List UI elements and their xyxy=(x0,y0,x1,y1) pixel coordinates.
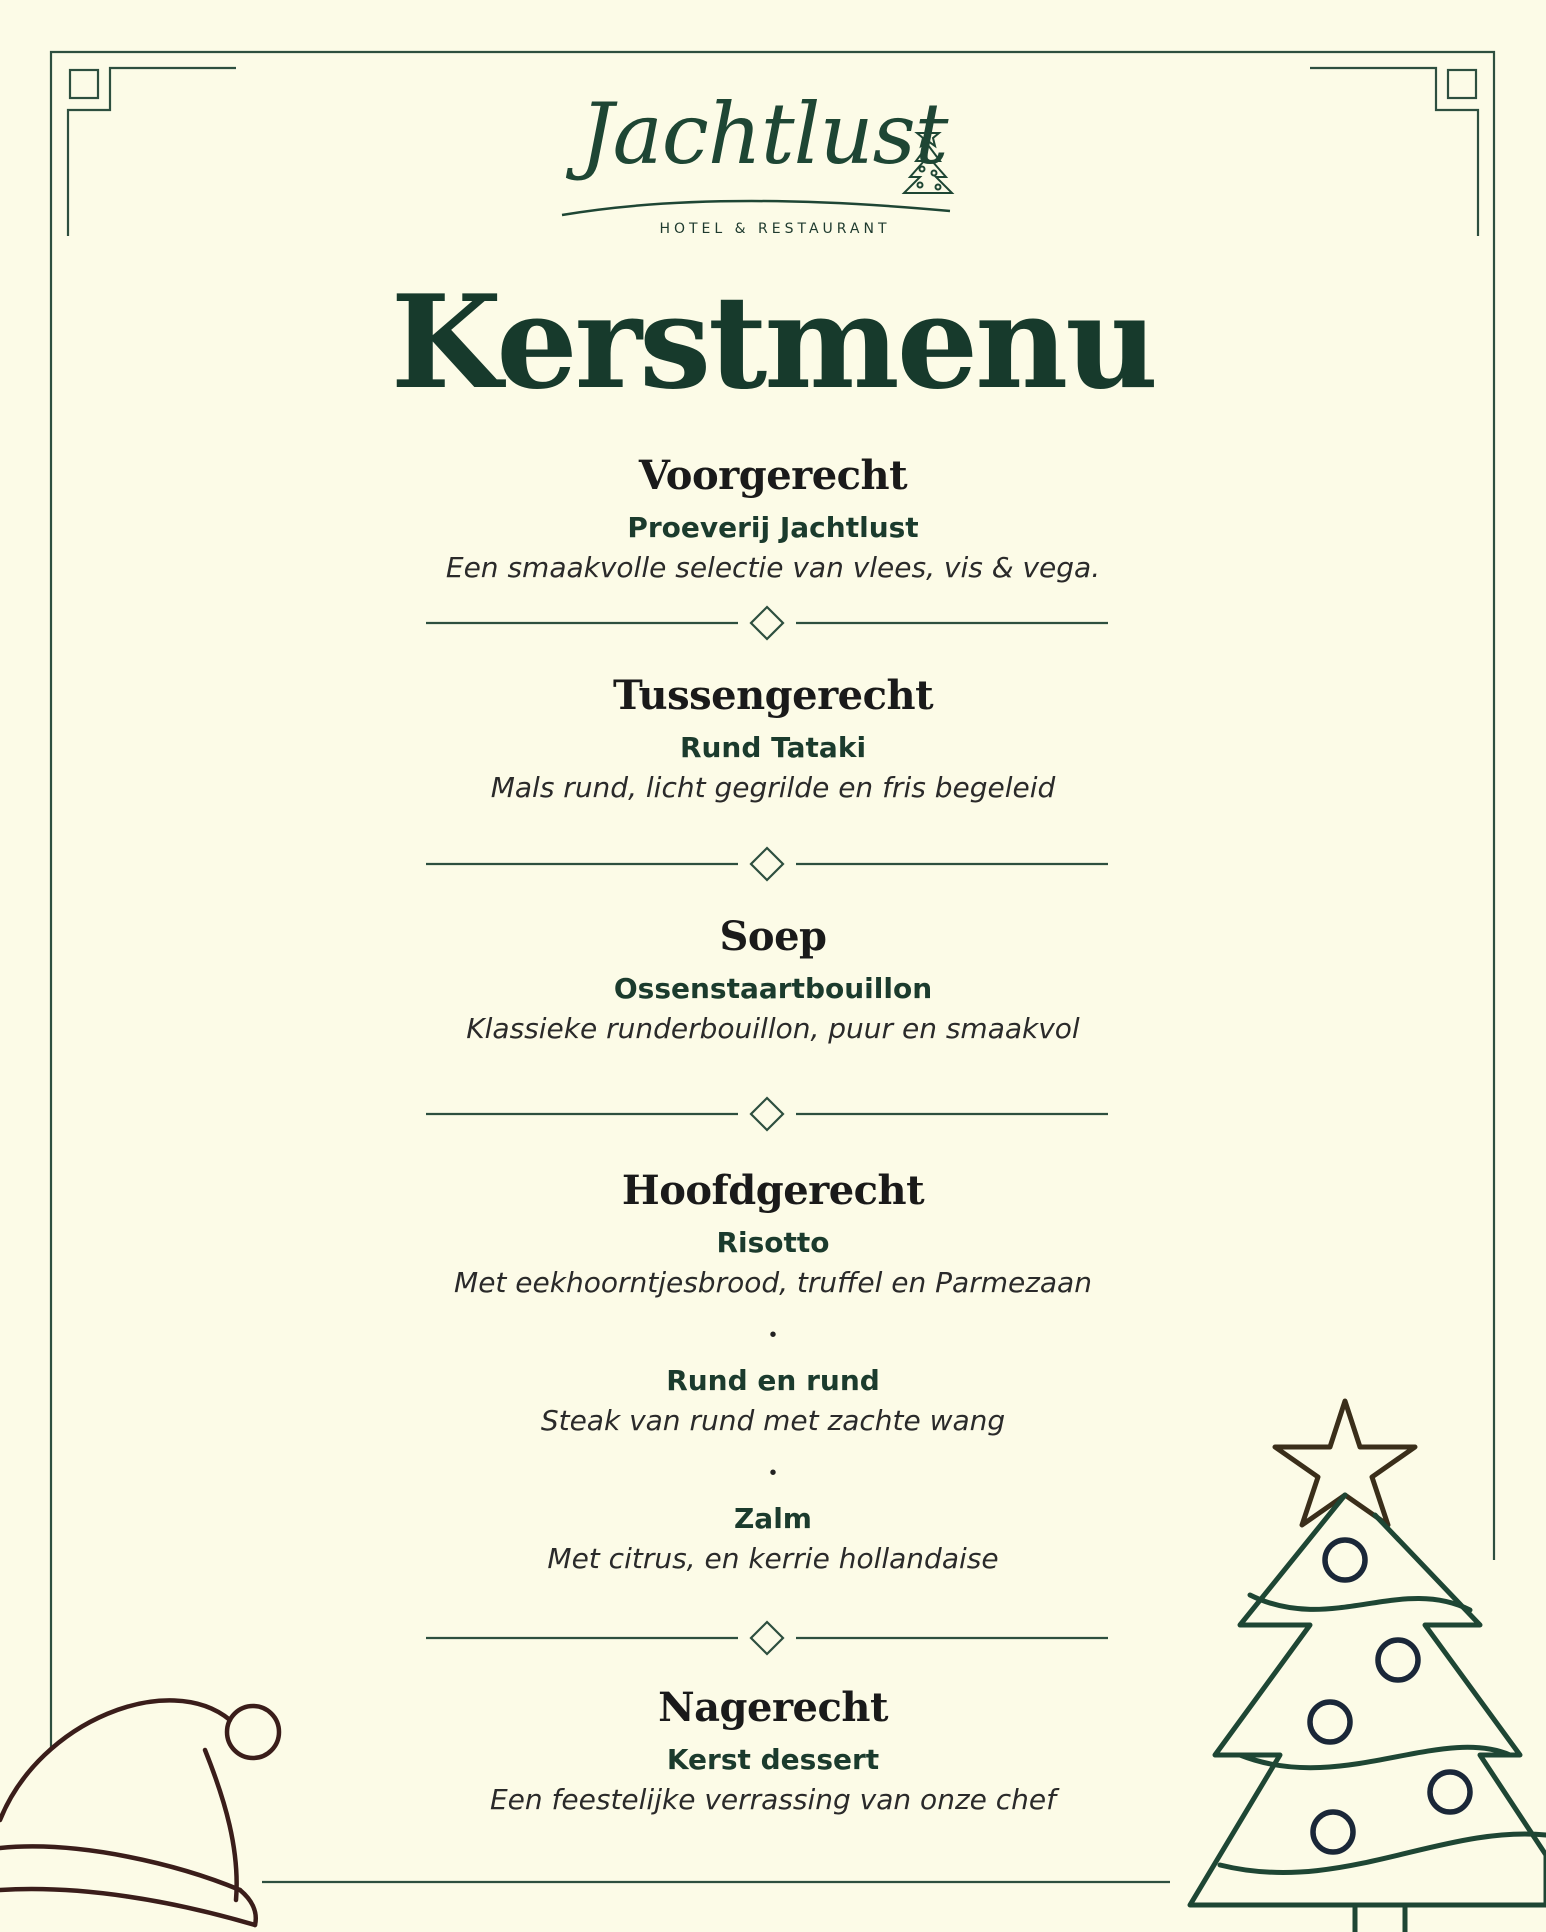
dish-name: Risotto xyxy=(716,1226,830,1259)
christmas-tree-icon xyxy=(1180,1395,1546,1932)
dish-name: Proeverij Jachtlust xyxy=(627,511,919,544)
dish-name: Rund Tataki xyxy=(679,731,867,764)
course-title: Hoofdgerecht xyxy=(621,1167,925,1214)
santa-hat-icon xyxy=(0,1690,300,1932)
course-title: Nagerecht xyxy=(658,1684,888,1731)
logo-tree-icon xyxy=(898,121,958,201)
dish-description: Met citrus, en kerrie hollandaise xyxy=(547,1542,999,1575)
logo-subtitle: HOTEL & RESTAURANT xyxy=(659,221,891,237)
logo-wordmark: Jachtlust xyxy=(580,85,948,183)
course-title: Voorgerecht xyxy=(638,452,908,499)
course-tussengerecht xyxy=(373,668,1173,808)
dish-description: Een smaakvolle selectie van vlees, vis & vega. xyxy=(445,551,1101,584)
course-nagerecht xyxy=(373,1680,1173,1820)
dish-separator-dot: • xyxy=(769,1462,777,1484)
logo xyxy=(560,85,980,245)
dish-separator-dot: • xyxy=(769,1324,777,1346)
course-hoofdgerecht xyxy=(373,1163,1173,1579)
course-soep xyxy=(373,909,1173,1049)
diamond-divider xyxy=(426,844,1108,884)
course-title: Tussengerecht xyxy=(612,672,934,719)
dish-description: Mals rund, licht gegrilde en fris begeleid xyxy=(490,771,1056,804)
dish-description: Met eekhoorntjesbrood, truffel en Parmezaan xyxy=(454,1266,1092,1299)
course-voorgerecht xyxy=(373,448,1173,588)
dish-description: Steak van rund met zachte wang xyxy=(540,1404,1006,1437)
dish-name: Rund en rund xyxy=(666,1364,880,1397)
dish-name: Zalm xyxy=(734,1502,812,1535)
menu-title: Kerstmenu xyxy=(390,268,1156,418)
diamond-divider xyxy=(426,1618,1108,1658)
diamond-divider xyxy=(426,603,1108,643)
dish-description: Een feestelijke verrassing van onze chef xyxy=(489,1783,1056,1816)
diamond-divider xyxy=(426,1094,1108,1134)
dish-description: Klassieke runderbouillon, puur en smaakvol xyxy=(466,1012,1080,1045)
dish-name: Ossenstaartbouillon xyxy=(613,972,933,1005)
dish-name: Kerst dessert xyxy=(666,1743,880,1776)
course-title: Soep xyxy=(719,913,827,960)
